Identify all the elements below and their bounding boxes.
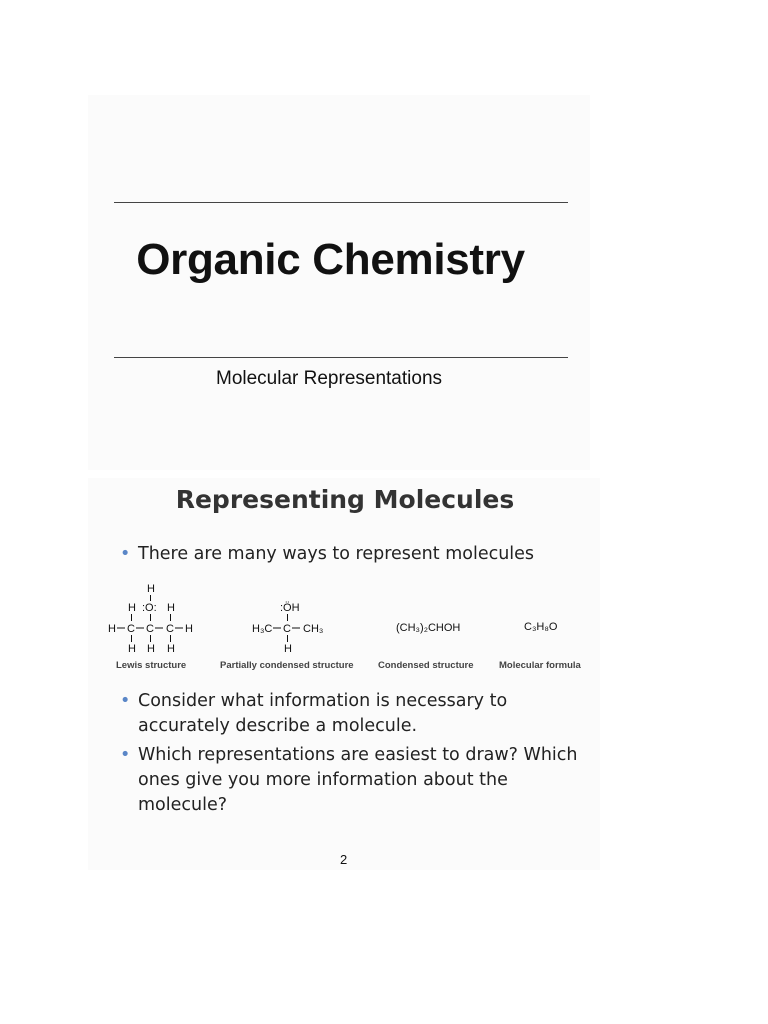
molecular-caption: Molecular formula (499, 660, 581, 671)
bullet-text: There are many ways to represent molecules (138, 544, 535, 564)
top-rule (114, 202, 568, 203)
atom-h: H (185, 623, 193, 635)
atom-c: C (283, 623, 291, 635)
atom-c: C (127, 623, 135, 635)
bullet-item (120, 689, 588, 739)
page-number: 2 (340, 852, 348, 867)
atom-o: :O: (142, 602, 157, 614)
content-slide-heading: Representing Molecules (175, 485, 515, 514)
condensed-formula: (CH₃)₂CHOH (396, 622, 461, 634)
partial-caption: Partially condensed structure (220, 660, 354, 671)
atom-c: C (146, 623, 154, 635)
bullet-dot-icon: • (120, 691, 131, 711)
atom-h: H (128, 643, 136, 655)
atom-oh: :ÖH (280, 602, 300, 614)
title-slide-heading: Organic Chemistry (136, 235, 525, 284)
bullet-text: Which representations are easiest to draw? Which ones give you more information about the molecule? (138, 745, 578, 815)
title-slide (88, 95, 590, 470)
atom-h: H (147, 643, 155, 655)
lewis-caption: Lewis structure (116, 660, 187, 671)
atom-h: H (284, 643, 292, 655)
content-slide (88, 478, 600, 870)
bullet-dot-icon: • (120, 544, 131, 564)
bottom-rule (114, 357, 568, 358)
lewis-structure (106, 578, 206, 658)
bullet-text: Consider what information is necessary to accurately describe a molecule. (138, 691, 508, 736)
partially-condensed-structure (248, 593, 338, 655)
atom-h: H (147, 583, 155, 595)
bullet-dot-icon: • (120, 745, 131, 765)
bullet-item (120, 542, 588, 567)
condensed-caption: Condensed structure (378, 660, 474, 671)
atom-h: H (128, 602, 136, 614)
molecular-formula: C₃H₈O (524, 621, 558, 633)
atom-h: H (167, 602, 175, 614)
atom-c: C (166, 623, 174, 635)
atom-h: H (108, 623, 116, 635)
bullet-item (120, 743, 588, 818)
atom-h: H (167, 643, 175, 655)
title-slide-subtitle: Molecular Representations (216, 368, 443, 389)
group-h3c: H₃C (252, 623, 273, 635)
group-ch3: CH₃ (303, 623, 324, 635)
